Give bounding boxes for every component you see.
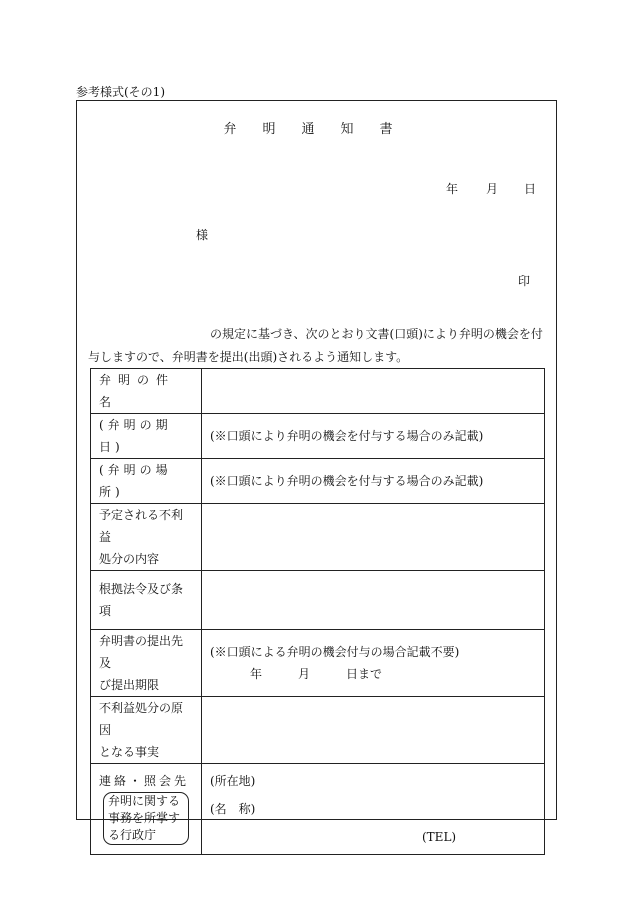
date-month: 月: [486, 182, 499, 196]
table-row: [91, 459, 545, 504]
deadline-month: 月: [298, 667, 311, 681]
contact-label: 連絡・照会先: [99, 774, 190, 788]
table-row: [91, 630, 545, 697]
contact-value: [202, 764, 545, 855]
form-label: 参考様式(その1): [76, 85, 165, 99]
submission-label: [91, 630, 202, 697]
deadline-day: 日まで: [346, 667, 383, 681]
disposition-label: [91, 504, 202, 571]
table-row: [91, 369, 545, 414]
legal-basis-value: [202, 571, 545, 630]
table-row: [91, 697, 545, 764]
cause-label-line-2: となる事実: [99, 745, 160, 759]
contact-sub-line-2: 事務を所掌す: [108, 811, 181, 825]
oral-place-label: (弁明の場所): [91, 459, 202, 504]
date-year: 年: [446, 182, 459, 196]
intro-line-2: 与しますので、弁明書を提出(出頭)されるよう通知します。: [88, 350, 409, 364]
seal-mark: 印: [518, 274, 531, 288]
contact-label-cell: [91, 764, 202, 855]
cause-value: [202, 697, 545, 764]
submission-label-line-2: び提出期限: [99, 678, 160, 692]
date-line: [446, 180, 536, 197]
contact-sub-bracket: [103, 792, 189, 845]
disposition-label-line-1: 予定される不利益: [99, 508, 184, 544]
disposition-label-line-2: 処分の内容: [99, 552, 160, 566]
date-day: 日: [524, 182, 537, 196]
subject-label: 弁明の件名: [91, 369, 202, 414]
intro-line-1: の規定に基づき、次のとおり文書(口頭)により弁明の機会を付: [210, 327, 543, 341]
subject-value: [202, 369, 545, 414]
disposition-value: [202, 504, 545, 571]
table-row: [91, 504, 545, 571]
notice-details-table: [90, 368, 545, 855]
addressee-suffix: 様: [196, 228, 209, 242]
document-title: 弁明通知書: [223, 122, 419, 137]
cause-label-line-1: 不利益処分の原因: [99, 701, 184, 737]
tel-label: (TEL): [422, 830, 457, 844]
table-row: [91, 764, 545, 855]
submission-label-line-1: 弁明書の提出先及: [99, 634, 184, 670]
submission-value: [202, 630, 545, 697]
address-label: (所在地): [210, 774, 256, 788]
oral-place-note: (※口頭により弁明の機会を付与する場合のみ記載): [202, 459, 545, 504]
table-row: [91, 414, 545, 459]
cause-label: [91, 697, 202, 764]
deadline-year: 年: [250, 667, 263, 681]
name-label: (名 称): [210, 802, 256, 816]
submission-deadline: [210, 663, 536, 685]
legal-basis-label: 根拠法令及び条項: [91, 571, 202, 630]
oral-date-label: (弁明の期日): [91, 414, 202, 459]
contact-sub-line-3: る行政庁: [108, 828, 157, 842]
table-row: [91, 571, 545, 630]
contact-sub-line-1: 弁明に関する: [108, 794, 181, 808]
submission-note: (※口頭による弁明の機会付与の場合記載不要): [210, 645, 460, 659]
oral-date-note: (※口頭により弁明の機会を付与する場合のみ記載): [202, 414, 545, 459]
